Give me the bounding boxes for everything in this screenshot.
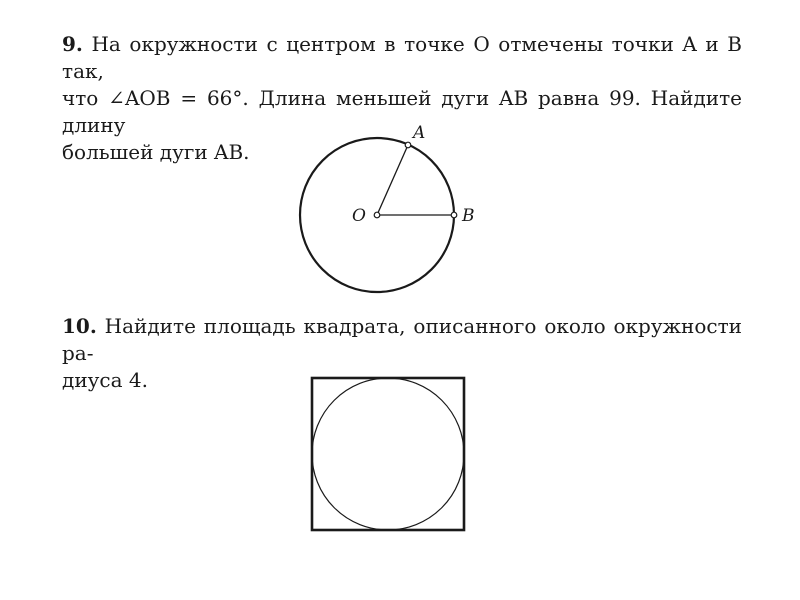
inscribed-circle [312, 378, 464, 530]
radius-oa [377, 145, 408, 215]
problem-9-number: 9. [62, 32, 83, 56]
label-a: A [413, 123, 426, 143]
problem-10-text [62, 313, 742, 394]
problem-9-line-2: что ∠AOB = 66°. Длина меньшей дуги AB равна 99. Найдите длину [62, 86, 742, 137]
circumscribed-square [312, 378, 464, 530]
label-b: B [462, 206, 475, 226]
problem-10-number: 10. [62, 314, 97, 338]
point-a-marker [405, 142, 411, 148]
point-o-marker [374, 212, 380, 218]
problem-10-line-1 [62, 313, 742, 367]
problem-9-line-3: большей дуги AB. [62, 140, 250, 164]
problem-9-line-1-text: На окружности с центром в точке O отмечены точки A и B так, [62, 32, 742, 83]
problem-10-line-1-text: Найдите площадь квадрата, описанного около окружности ра- [62, 314, 742, 365]
point-b-marker [451, 212, 457, 218]
label-o: O [352, 206, 366, 226]
problem-10-line-2: диуса 4. [62, 368, 148, 392]
